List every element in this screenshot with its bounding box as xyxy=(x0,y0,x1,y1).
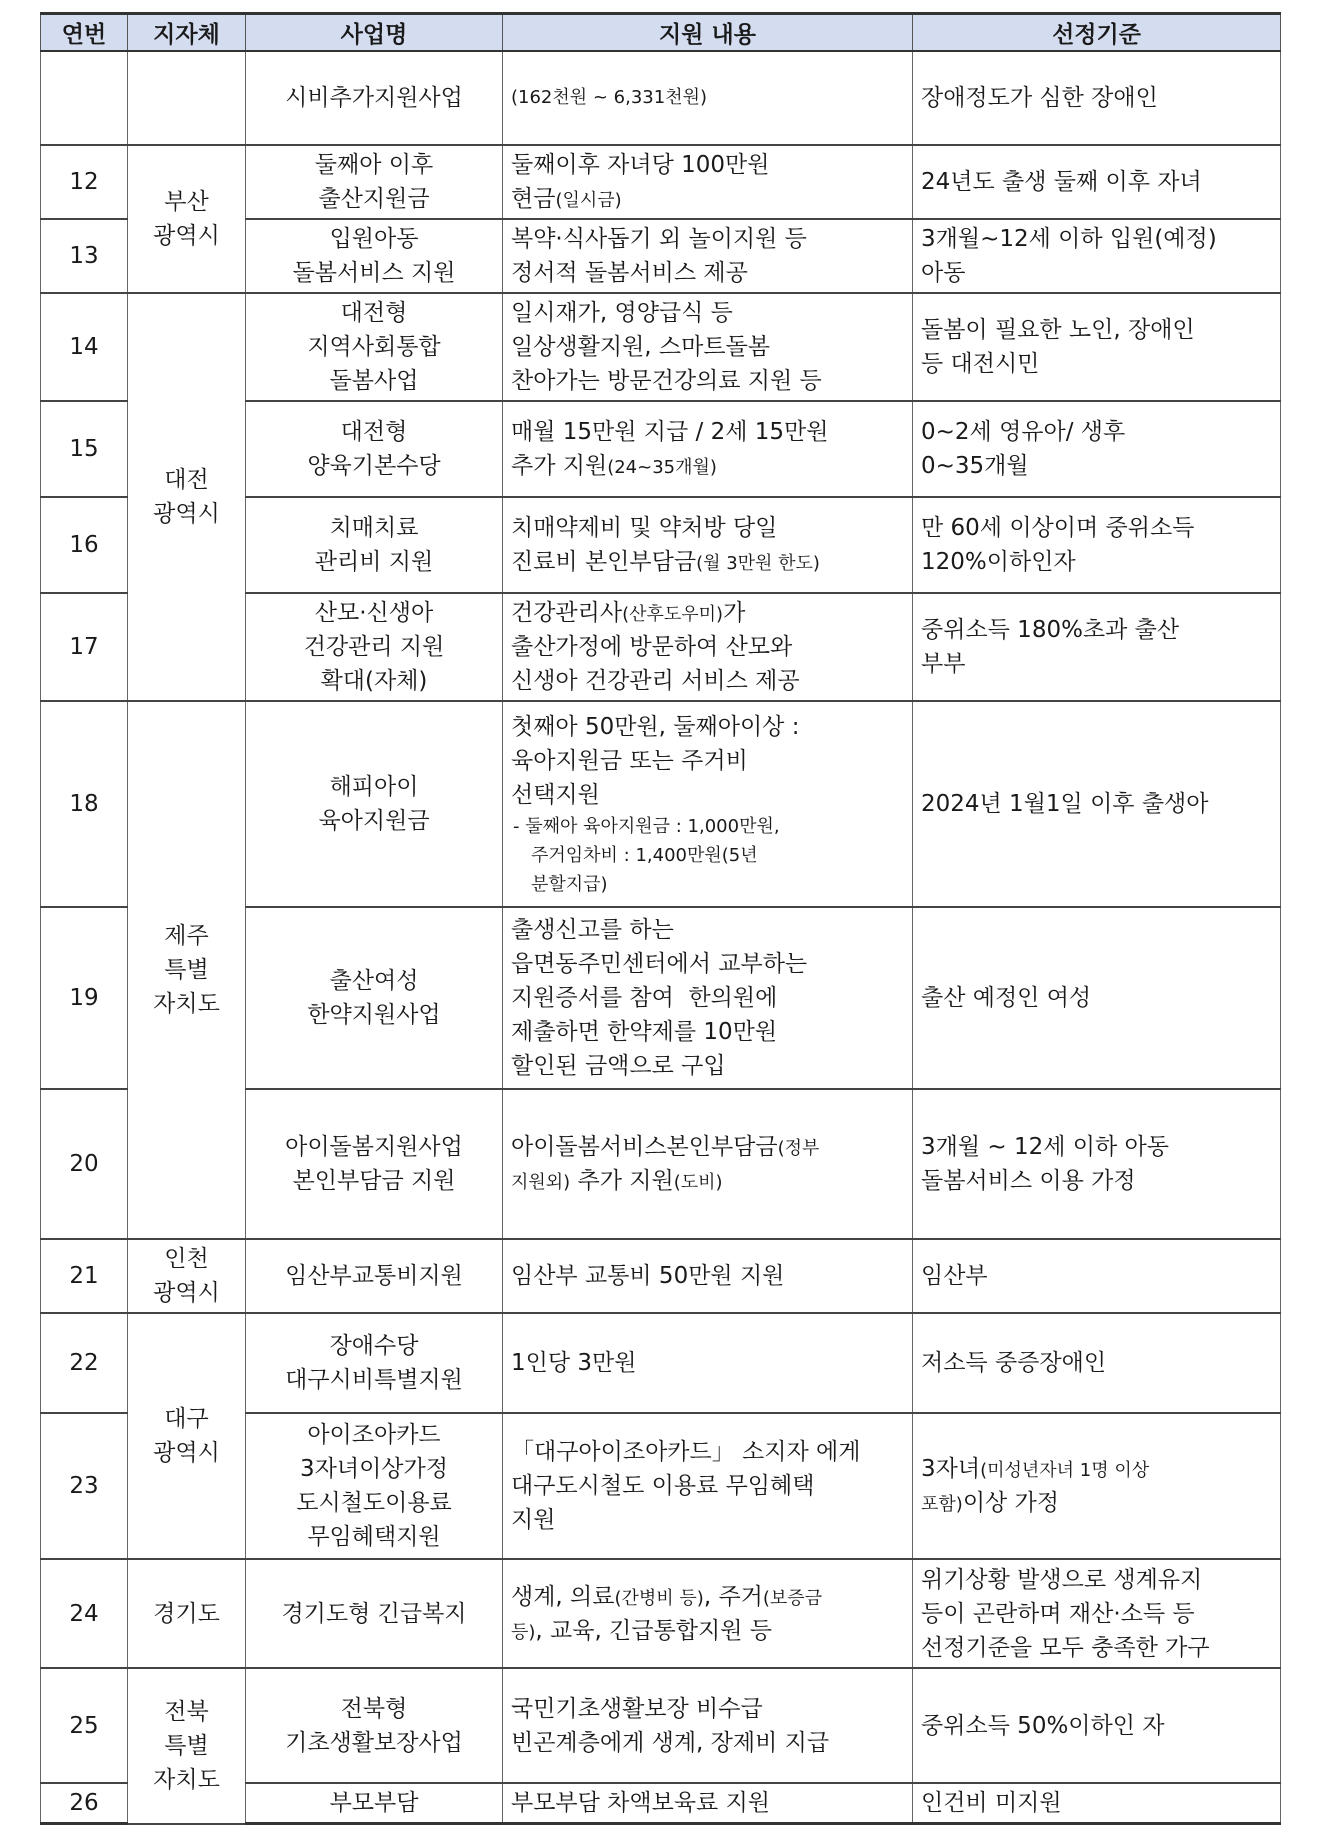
support-content xyxy=(503,497,913,593)
program-name: 임산부교통비지원 xyxy=(246,1239,503,1313)
support-note: (간병비 등) xyxy=(614,1587,704,1609)
header-municipality: 지자체 xyxy=(128,14,246,52)
row-number: 15 xyxy=(41,401,128,497)
selection-criteria: 인건비 미지원 xyxy=(913,1783,1281,1824)
support-line: 찬아가는 방문건강의료 지원 등 xyxy=(511,368,822,394)
support-content xyxy=(503,293,913,401)
support-line: 신생아 건강관리 서비스 제공 xyxy=(511,668,800,694)
selection-criteria: 장애정도가 심한 장애인 xyxy=(913,51,1281,145)
program-name-line: 한약지원사업 xyxy=(307,1002,441,1028)
support-note: (일시금) xyxy=(555,190,622,211)
row-number: 22 xyxy=(41,1313,128,1413)
program-name-line: 입원아동 xyxy=(329,226,419,252)
support-line xyxy=(511,182,904,216)
program-name-line: 본인부담금 지원 xyxy=(292,1168,456,1194)
program-name xyxy=(246,1668,503,1783)
support-line: 첫째아 50만원, 둘째아이상 : xyxy=(511,713,800,740)
criteria-line: 부부 xyxy=(921,651,966,677)
program-name-line: 출산지원금 xyxy=(318,186,430,212)
support-line: 출산가정에 방문하여 산모와 xyxy=(511,634,793,660)
support-text: , 교육, 긴급통합지원 등 xyxy=(535,1617,772,1644)
criteria-line xyxy=(921,1452,1272,1486)
header-support-content: 지원 내용 xyxy=(503,14,913,52)
support-text: 가 xyxy=(723,600,746,626)
support-content xyxy=(503,1089,913,1239)
program-name-line: 아이돌봄지원사업 xyxy=(285,1134,463,1160)
program-name-line: 육아지원금 xyxy=(318,808,430,834)
region-cell xyxy=(128,51,246,145)
region-line: 광역시 xyxy=(153,223,220,249)
program-name-line: 돌봄서비스 지원 xyxy=(292,260,456,286)
support-line: 매월 15만원 지급 / 2세 15만원 xyxy=(511,419,829,445)
support-line: 출생신고를 하는 xyxy=(511,917,674,943)
support-line xyxy=(511,1614,904,1648)
program-name-line: 둘째아 이후 xyxy=(314,152,434,178)
program-name xyxy=(246,401,503,497)
selection-criteria: 2024년 1월1일 이후 출생아 xyxy=(913,701,1281,907)
criteria-line: 돌봄이 필요한 노인, 장애인 xyxy=(921,317,1195,343)
header-selection-criteria: 선정기준 xyxy=(913,14,1281,52)
support-note: (정부 xyxy=(777,1138,820,1159)
welfare-program-table xyxy=(40,12,1281,1825)
region-incheon xyxy=(128,1239,246,1313)
table-row xyxy=(41,293,1281,401)
program-name-line: 대구시비특별지원 xyxy=(285,1367,463,1393)
row-number: 12 xyxy=(41,145,128,219)
support-content xyxy=(503,907,913,1089)
selection-criteria xyxy=(913,1413,1281,1559)
criteria-line: 만 60세 이상이며 중위소득 xyxy=(921,515,1195,541)
support-content xyxy=(503,219,913,293)
selection-criteria: 임산부 xyxy=(913,1239,1281,1313)
support-content: 부모부담 차액보육료 지원 xyxy=(503,1783,913,1824)
region-jeju xyxy=(128,701,246,1239)
criteria-line: 돌봄서비스 이용 가정 xyxy=(921,1168,1136,1194)
program-name-line: 양육기본수당 xyxy=(307,453,441,479)
support-text: 생계, 의료 xyxy=(511,1583,615,1610)
program-name-line: 해피아이 xyxy=(329,774,419,800)
program-name: 시비추가지원사업 xyxy=(246,51,503,145)
program-name-line: 건강관리 지원 xyxy=(303,634,445,660)
selection-criteria xyxy=(913,593,1281,701)
support-line: 「대구아이조아카드」 소지자 에게 xyxy=(511,1439,861,1465)
support-line: 일시재가, 영양급식 등 xyxy=(511,300,733,326)
support-note: 등) xyxy=(511,1621,536,1643)
program-name-line: 돌봄사업 xyxy=(329,368,419,394)
support-content xyxy=(503,1668,913,1783)
program-name: 경기도형 긴급복지 xyxy=(246,1559,503,1668)
support-line: 국민기초생활보장 비수급 xyxy=(511,1695,763,1722)
criteria-line: 3개월~12세 이하 입원(예정) xyxy=(921,226,1217,252)
row-number: 19 xyxy=(41,907,128,1089)
support-text: 추가 지원 xyxy=(511,453,608,479)
program-name xyxy=(246,593,503,701)
row-number: 18 xyxy=(41,701,128,907)
header-row xyxy=(41,14,1281,52)
program-name-line: 도시철도이용료 xyxy=(296,1490,452,1516)
support-text: 건강관리사 xyxy=(511,600,623,626)
region-line: 광역시 xyxy=(153,1440,220,1466)
support-text: 현금 xyxy=(511,186,556,212)
support-note: (월 3만원 한도) xyxy=(696,553,820,574)
support-text: 추가 지원 xyxy=(570,1168,674,1194)
support-subnote: 분할지급) xyxy=(531,873,608,895)
selection-criteria xyxy=(913,401,1281,497)
region-line: 대전 xyxy=(164,467,209,493)
program-name-line: 전북형 xyxy=(340,1695,408,1722)
program-name-line: 무임혜택지원 xyxy=(307,1524,441,1550)
support-text: 진료비 본인부담금 xyxy=(511,549,697,575)
criteria-note: (미성년자녀 1명 이상 xyxy=(980,1460,1150,1481)
support-line xyxy=(511,1164,904,1198)
program-name-line: 산모·신생아 xyxy=(314,600,434,626)
program-name xyxy=(246,701,503,907)
support-line xyxy=(511,1130,904,1164)
support-line: 육아지원금 또는 주거비 xyxy=(511,747,748,774)
region-line: 자치도 xyxy=(153,1766,220,1793)
program-name xyxy=(246,1313,503,1413)
region-jeonbuk xyxy=(128,1668,246,1824)
table-row xyxy=(41,1668,1281,1783)
support-content xyxy=(503,701,913,907)
support-content: 임산부 교통비 50만원 지원 xyxy=(503,1239,913,1313)
program-name xyxy=(246,293,503,401)
program-name-line: 지역사회통합 xyxy=(307,334,441,360)
support-line: 복약·식사돕기 외 놀이지원 등 xyxy=(511,226,807,252)
program-name xyxy=(246,1089,503,1239)
selection-criteria xyxy=(913,497,1281,593)
region-line: 대구 xyxy=(164,1406,209,1432)
selection-criteria: 24년도 출생 둘째 이후 자녀 xyxy=(913,145,1281,219)
support-note: 지원외) xyxy=(511,1172,571,1193)
program-name-line: 대전형 xyxy=(340,300,408,326)
table-row xyxy=(41,1313,1281,1413)
support-note: (보증금 xyxy=(762,1587,823,1609)
row-number: 25 xyxy=(41,1668,128,1783)
support-subnote: - 둘째아 육아지원금 : 1,000만원, xyxy=(513,815,780,837)
criteria-line: 위기상황 발생으로 생계유지 xyxy=(921,1566,1203,1593)
support-line: 선택지원 xyxy=(511,781,600,808)
header-program-name: 사업명 xyxy=(246,14,503,52)
support-line: 정서적 돌봄서비스 제공 xyxy=(511,260,748,286)
criteria-line: 등 대전시민 xyxy=(921,351,1040,377)
program-name xyxy=(246,497,503,593)
region-daegu xyxy=(128,1313,246,1559)
criteria-line: 0~35개월 xyxy=(921,453,1029,479)
row-number: 26 xyxy=(41,1783,128,1824)
row-number: 14 xyxy=(41,293,128,401)
support-line: 제출하면 한약제를 10만원 xyxy=(511,1019,778,1045)
region-line: 광역시 xyxy=(153,1280,220,1306)
row-number xyxy=(41,51,128,145)
criteria-line: 3개월 ~ 12세 이하 아동 xyxy=(921,1134,1169,1160)
criteria-note: 포함) xyxy=(921,1494,963,1515)
program-name xyxy=(246,1413,503,1559)
support-line: (162천원 ~ 6,331천원) xyxy=(511,87,708,108)
support-content xyxy=(503,1559,913,1668)
row-number: 21 xyxy=(41,1239,128,1313)
support-line: 일상생활지원, 스마트돌봄 xyxy=(511,334,771,360)
region-line: 전북 xyxy=(164,1698,209,1725)
support-text: , 주거 xyxy=(703,1583,763,1610)
support-line xyxy=(511,596,904,630)
support-line xyxy=(511,449,904,483)
program-name-line: 치매치료 xyxy=(329,515,419,541)
program-name-line: 기초생활보장사업 xyxy=(285,1729,463,1756)
support-note: (도비) xyxy=(673,1172,723,1193)
support-note: (산후도우미) xyxy=(622,604,724,625)
support-content xyxy=(503,401,913,497)
selection-criteria xyxy=(913,1559,1281,1668)
support-text: 아이돌봄서비스본인부담금 xyxy=(511,1134,778,1160)
program-name xyxy=(246,907,503,1089)
region-line: 자치도 xyxy=(153,991,220,1017)
criteria-line: 선정기준을 모두 충족한 가구 xyxy=(921,1634,1210,1661)
criteria-line: 등이 곤란하며 재산·소득 등 xyxy=(921,1600,1195,1627)
table-row xyxy=(41,701,1281,907)
program-name-line: 확대(자체) xyxy=(320,668,428,694)
program-name xyxy=(246,219,503,293)
region-line: 특별 xyxy=(164,957,209,983)
selection-criteria: 중위소득 50%이하인 자 xyxy=(913,1668,1281,1783)
table-row xyxy=(41,1239,1281,1313)
program-name-line: 장애수당 xyxy=(329,1333,419,1359)
criteria-line xyxy=(921,1486,1272,1520)
program-name-line: 관리비 지원 xyxy=(314,549,434,575)
support-content xyxy=(503,145,913,219)
region-line: 특별 xyxy=(164,1732,209,1759)
selection-criteria: 출산 예정인 여성 xyxy=(913,907,1281,1089)
header-number: 연번 xyxy=(41,14,128,52)
table-row xyxy=(41,51,1281,145)
support-line: 치매약제비 및 약처방 당일 xyxy=(511,515,778,541)
table-row xyxy=(41,1559,1281,1668)
row-number: 24 xyxy=(41,1559,128,1668)
support-subnote: 주거임차비 : 1,400만원(5년 xyxy=(531,844,758,866)
row-number: 20 xyxy=(41,1089,128,1239)
selection-criteria: 저소득 중증장애인 xyxy=(913,1313,1281,1413)
selection-criteria xyxy=(913,219,1281,293)
program-name-line: 대전형 xyxy=(340,419,408,445)
region-line: 광역시 xyxy=(153,501,220,527)
criteria-text: 3자녀 xyxy=(921,1456,981,1482)
support-line: 지원 xyxy=(511,1507,556,1533)
selection-criteria xyxy=(913,1089,1281,1239)
region-line: 인천 xyxy=(164,1246,209,1272)
program-name: 부모부담 xyxy=(246,1783,503,1824)
region-gyeonggi: 경기도 xyxy=(128,1559,246,1668)
criteria-line: 0~2세 영유아/ 생후 xyxy=(921,419,1126,445)
program-name-line: 출산여성 xyxy=(329,968,419,994)
selection-criteria xyxy=(913,293,1281,401)
support-line: 읍면동주민센터에서 교부하는 xyxy=(511,951,808,977)
support-content: 1인당 3만원 xyxy=(503,1313,913,1413)
criteria-line: 120%이하인자 xyxy=(921,549,1076,575)
criteria-text: 이상 가정 xyxy=(962,1490,1059,1516)
row-number: 13 xyxy=(41,219,128,293)
support-content xyxy=(503,1413,913,1559)
support-line: 할인된 금액으로 구입 xyxy=(511,1053,726,1079)
program-name-line: 3자녀이상가정 xyxy=(300,1456,448,1482)
region-busan xyxy=(128,145,246,293)
table-row xyxy=(41,145,1281,219)
support-line: 빈곤계층에게 생계, 장제비 지급 xyxy=(511,1729,830,1756)
row-number: 23 xyxy=(41,1413,128,1559)
support-line: 대구도시철도 이용료 무임혜택 xyxy=(511,1473,815,1499)
support-line xyxy=(511,1580,904,1614)
support-line xyxy=(511,545,904,579)
criteria-line: 중위소득 180%초과 출산 xyxy=(921,617,1180,643)
support-line: 지원증서를 참여 한의원에 xyxy=(511,985,778,1011)
support-line: 둘째이후 자녀당 100만원 xyxy=(511,152,770,178)
row-number: 17 xyxy=(41,593,128,701)
region-line: 제주 xyxy=(164,923,209,949)
support-note: (24~35개월) xyxy=(607,457,717,478)
program-name-line: 아이조아카드 xyxy=(307,1422,441,1448)
program-name xyxy=(246,145,503,219)
support-content xyxy=(503,51,913,145)
support-content xyxy=(503,593,913,701)
region-line: 부산 xyxy=(164,189,209,215)
region-daejeon xyxy=(128,293,246,701)
criteria-line: 아동 xyxy=(921,260,966,286)
row-number: 16 xyxy=(41,497,128,593)
